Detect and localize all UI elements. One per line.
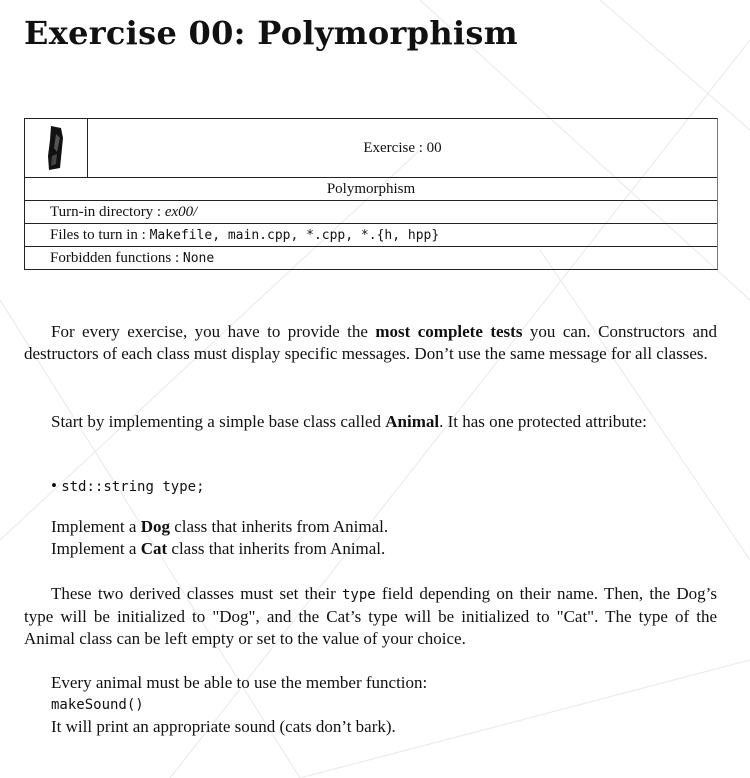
exercise-row [25, 119, 717, 177]
files-value: Makefile, main.cpp, *.cpp, *.{h, hpp} [149, 228, 440, 243]
emphasis: most complete tests [375, 322, 523, 341]
text-run: Implement a [51, 517, 141, 536]
forbidden-functions-row [25, 246, 717, 269]
dog-cat-lines [51, 516, 388, 560]
text-run: class that inherits from Animal. [167, 539, 386, 558]
text-run: Implement a [51, 539, 141, 558]
make-sound-code: makeSound() [51, 697, 144, 713]
text-line: It will print an appropriate sound (cats don’t bark). [51, 717, 396, 736]
text-run: you can. Constructors and destructors of each class must display specific messages. Don’t use the same message for all classes. [24, 322, 717, 363]
turnin-value: ex00/ [164, 204, 198, 220]
animal-paragraph [24, 411, 717, 433]
cat-line [51, 538, 388, 560]
school-logo [25, 119, 88, 177]
dog-line [51, 516, 388, 538]
text-run: . It has one protected attribute: [439, 412, 647, 431]
files-label: Files to turn in : [50, 227, 150, 243]
inline-code: type [341, 587, 376, 603]
emphasis: Cat [140, 539, 168, 558]
text-run: Start by implementing a simple base class called [51, 412, 386, 431]
text-run: field depending on their name. Then, the Dog’s type will be initialized to "Dog", and the Cat’s type will be initialized to "Cat". The type of the Animal class can be left empty or set to the value of your choice. [24, 584, 717, 648]
emphasis: Dog [140, 517, 170, 536]
turnin-directory-row [25, 200, 717, 223]
text-run: class that inherits from Animal. [169, 517, 389, 536]
text-run: These two derived classes must set their [51, 584, 342, 603]
logo-icon [47, 126, 65, 170]
make-sound-block [51, 672, 427, 738]
text-line: Every animal must be able to use the member function: [51, 673, 428, 692]
text-run: For every exercise, you have to provide the [51, 322, 376, 341]
attribute-bullet [51, 476, 205, 496]
bullet-marker: • [51, 476, 57, 495]
derived-classes-paragraph [24, 583, 717, 650]
page-title: Exercise 00: Polymorphism [24, 14, 518, 52]
tests-paragraph [24, 321, 717, 365]
exercise-header-table [24, 118, 718, 270]
forbidden-value: None [182, 251, 215, 266]
turnin-label: Turn-in directory : [50, 204, 165, 220]
exercise-name: Polymorphism [25, 177, 717, 200]
forbidden-label: Forbidden functions : [50, 250, 183, 266]
files-to-turn-in-row [25, 223, 717, 246]
attribute-code: std::string type; [61, 479, 205, 495]
emphasis: Animal [385, 412, 440, 431]
exercise-number: Exercise : 00 [363, 140, 442, 156]
